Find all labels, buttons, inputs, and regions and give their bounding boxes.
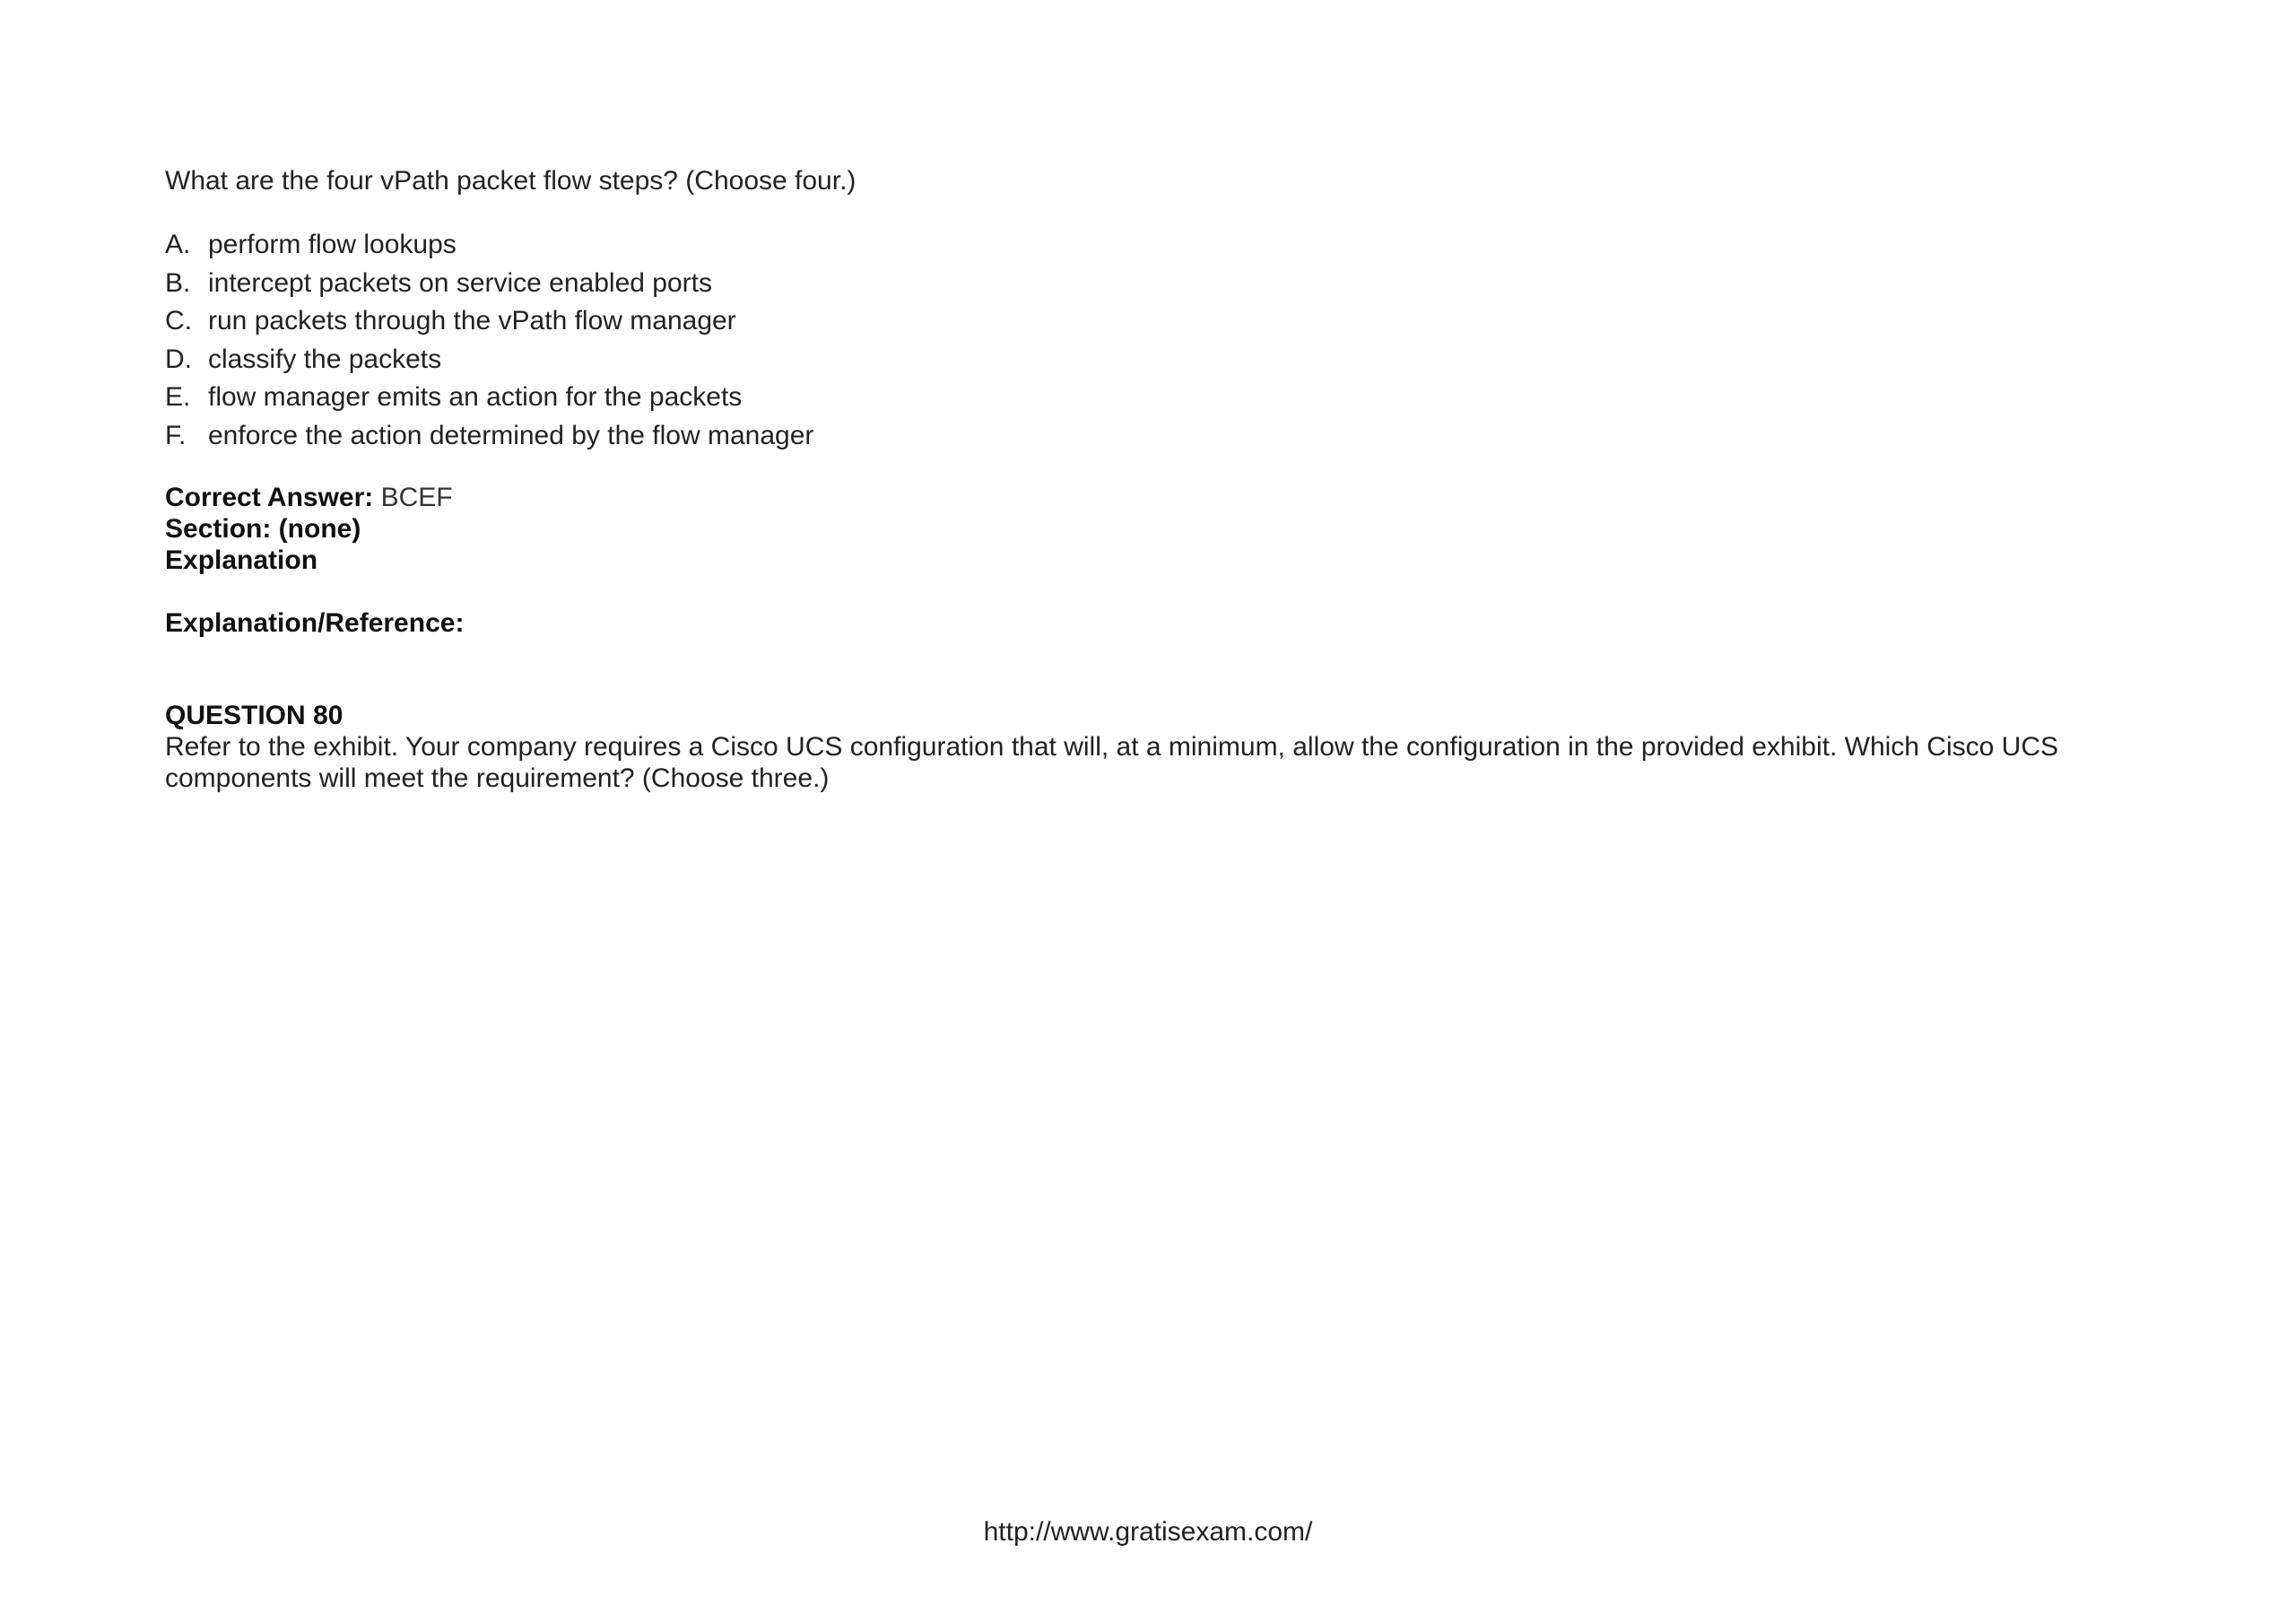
option-letter: E. (165, 382, 191, 412)
option-text: perform flow lookups (208, 230, 457, 259)
section-line: Section: (none) (165, 514, 361, 544)
option-d (165, 341, 2165, 379)
option-text: enforce the action determined by the flow manager (208, 420, 814, 450)
option-a (165, 226, 2165, 265)
explanation-reference-heading: Explanation/Reference: (165, 608, 465, 638)
option-letter: C. (165, 306, 192, 336)
option-letter: B. (165, 267, 191, 298)
option-text: intercept packets on service enabled ports (208, 267, 712, 298)
option-text: run packets through the vPath flow manager (208, 306, 736, 336)
answer-options (165, 226, 2165, 455)
option-e (165, 379, 2165, 417)
next-question (165, 700, 2165, 794)
option-letter: A. (165, 230, 191, 259)
option-text: flow manager emits an action for the packets (208, 382, 743, 412)
option-letter: F. (165, 420, 187, 450)
question-stem: What are the four vPath packet flow steps? (Choose four.) (165, 166, 857, 196)
correct-answer-value: BCEF (380, 483, 453, 512)
correct-answer-line (165, 482, 2165, 513)
option-f (165, 417, 2165, 456)
option-c (165, 302, 2165, 341)
option-text: classify the packets (208, 344, 442, 374)
option-b (165, 265, 2165, 303)
option-letter: D. (165, 344, 192, 374)
correct-answer-label: Correct Answer: (165, 483, 374, 512)
next-question-title: QUESTION 80 (165, 701, 344, 730)
page-content (165, 163, 2165, 794)
next-question-text: Refer to the exhibit. Your company requires a Cisco UCS configuration that will, at a minimum, allow the configuration in the provided exhibit. Which Cisco UCS components will meet the requirement? (Choose three.) (165, 732, 2059, 793)
explanation-heading: Explanation (165, 545, 318, 575)
footer-url: http://www.gratisexam.com/ (983, 1517, 1313, 1547)
